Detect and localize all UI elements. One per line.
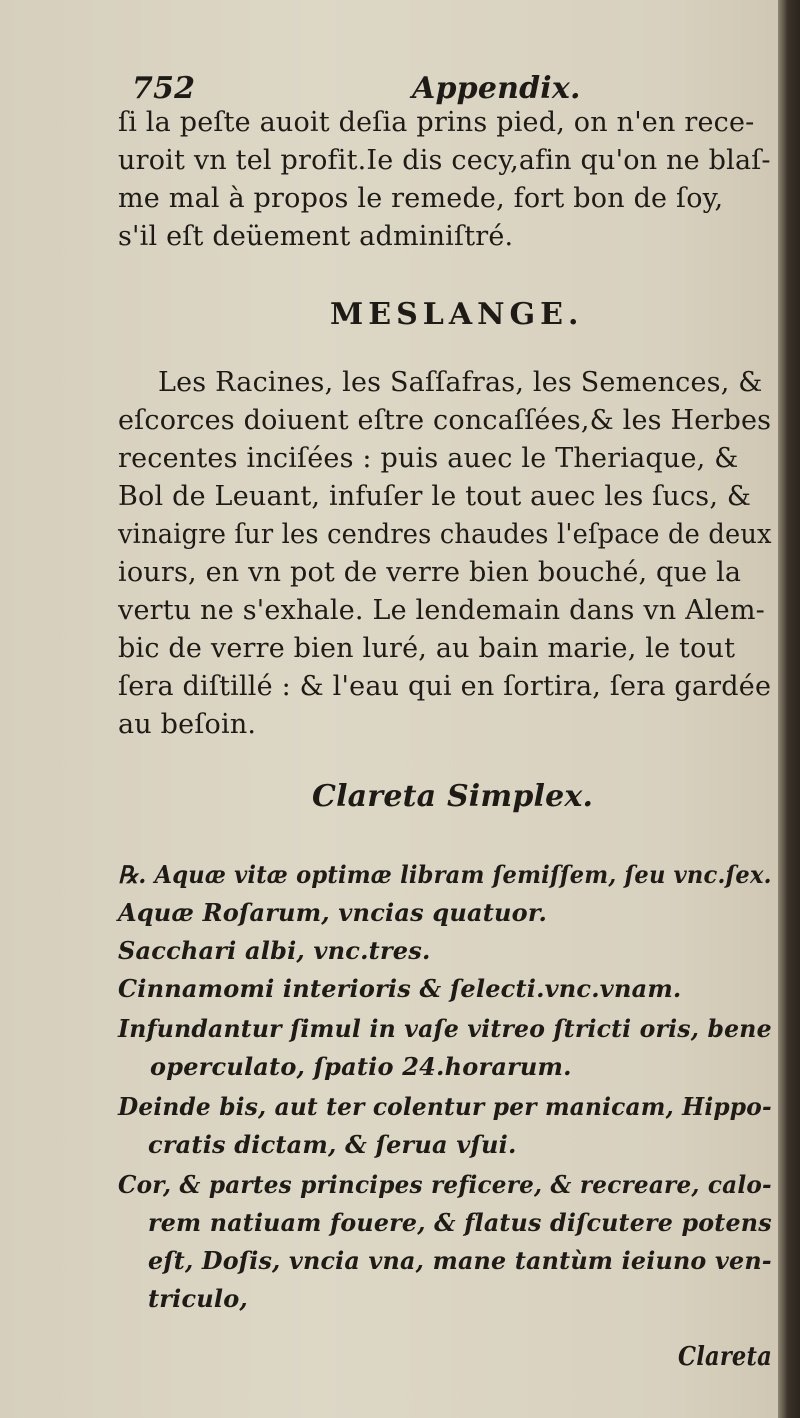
body-line: eſcorces doiuent eſtre concaſſées,& les Herbes xyxy=(118,405,772,436)
recipe-line: eſt, Doſis, vncia vna, mane tantùm ieiuno ven- xyxy=(148,1246,772,1275)
recipe-line: Deinde bis, aut ter colentur per manicam, Hippo- xyxy=(118,1092,772,1121)
recipe-line: Cinnamomi interioris & ſelecti.vnc.vnam. xyxy=(118,974,682,1003)
page-number: 752 xyxy=(132,71,196,106)
body-line: Les Racines, les Saſſafras, les Semences, & xyxy=(158,367,763,398)
recipe-line: Cor, & partes principes reficere, & recreare, calo- xyxy=(118,1170,772,1199)
running-head: Appendix. xyxy=(412,71,581,106)
recipe-line: cratis dictam, & ſerua vſui. xyxy=(148,1130,517,1159)
body-line: recentes inciſées : puis auec le Theriaque, & xyxy=(118,443,739,474)
recipe-title: Clareta Simplex. xyxy=(312,779,594,814)
intro-line: s'il eſt deüement adminiſtré. xyxy=(118,221,514,252)
body-line: au beſoin. xyxy=(118,709,257,740)
recipe-line: Sacchari albi, vnc.tres. xyxy=(118,936,431,965)
recipe-line: triculo, xyxy=(148,1284,248,1313)
intro-line: ſi la peſte auoit deſia prins pied, on n'en rece- xyxy=(118,107,755,138)
recipe-line: Infundantur ſimul in vaſe vitreo ſtricti oris, bene xyxy=(118,1014,772,1043)
page-edge xyxy=(778,0,800,1418)
body-line: iours, en vn pot de verre bien bouché, que la xyxy=(118,557,742,588)
section-title: MESLANGE. xyxy=(330,297,584,332)
recipe-line: ℞. Aquæ vitæ optimæ libram ſemiſſem, ſeu vnc.ſex. xyxy=(118,860,772,889)
catchword: Clareta xyxy=(678,1342,772,1372)
body-line: vertu ne s'exhale. Le lendemain dans vn Alem- xyxy=(118,595,765,626)
recipe-line: rem natiuam fouere, & flatus diſcutere potens xyxy=(148,1208,772,1237)
recipe-line: Aquæ Roſarum, vncias quatuor. xyxy=(118,898,548,927)
body-line: bic de verre bien luré, au bain marie, le tout xyxy=(118,633,736,664)
intro-line: uroit vn tel profit.Ie dis cecy,afin qu'on ne blaſ- xyxy=(118,145,771,176)
body-line: vinaigre ſur les cendres chaudes l'eſpace de deux xyxy=(118,519,772,550)
body-line: ſera diſtillé : & l'eau qui en ſortira, ſera gardée xyxy=(118,671,772,702)
intro-line: me mal à propos le remede, fort bon de ſoy, xyxy=(118,183,724,214)
recipe-line: operculato, ſpatio 24.horarum. xyxy=(150,1052,572,1081)
body-line: Bol de Leuant, infuſer le tout auec les ſucs, & xyxy=(118,481,752,512)
